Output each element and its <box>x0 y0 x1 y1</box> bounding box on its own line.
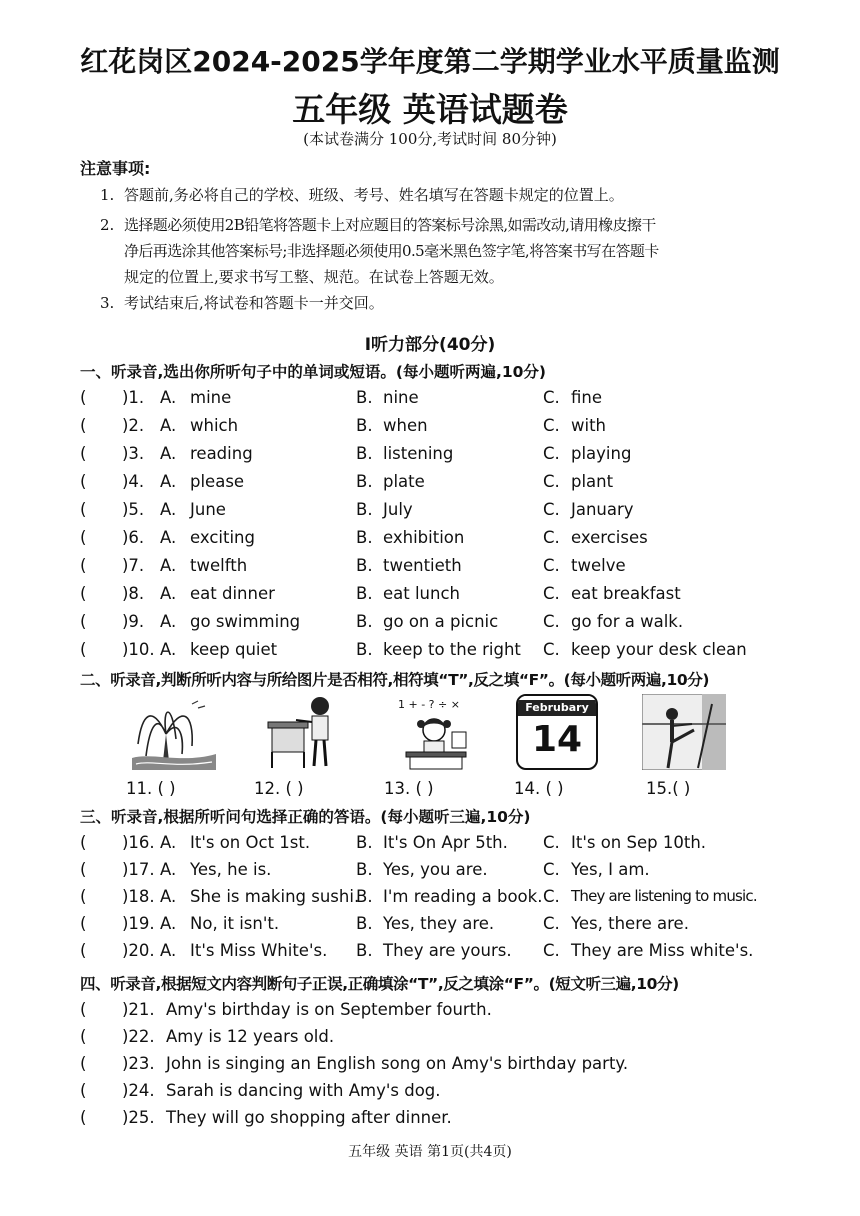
question-number: )9. <box>122 612 145 631</box>
option-b-label: B. <box>356 612 373 631</box>
option-b: They are yours. <box>383 941 512 960</box>
option-b: exhibition <box>383 528 465 547</box>
option-a-label: A. <box>160 472 177 491</box>
question-row <box>80 388 800 414</box>
option-c: It's on Sep 10th. <box>571 833 707 852</box>
question-row <box>80 640 800 666</box>
question-number: )19. <box>122 914 155 933</box>
answer-blank[interactable]: ( <box>80 416 87 435</box>
question-number: )20. <box>122 941 155 960</box>
page-footer: 五年级 英语 第1页(共4页) <box>348 1144 512 1160</box>
option-c-label: C. <box>543 640 560 659</box>
question-row <box>80 416 800 442</box>
question-row <box>80 941 800 967</box>
section1-heading: 一、听录音,选出你所听句子中的单词或短语。(每小题听两遍,10分) <box>80 363 547 381</box>
option-c-label: C. <box>543 528 560 547</box>
option-a: reading <box>190 444 253 463</box>
question-number: )24. <box>122 1081 155 1100</box>
question-number: )5. <box>122 500 145 519</box>
option-c-label: C. <box>543 388 560 407</box>
option-a-label: A. <box>160 860 177 879</box>
option-a-label: A. <box>160 584 177 603</box>
option-c: Yes, I am. <box>571 860 650 879</box>
option-a: eat dinner <box>190 584 275 603</box>
answer-blank[interactable]: ( <box>80 1081 87 1100</box>
option-c-label: C. <box>543 444 560 463</box>
calendar-day: 14 <box>531 719 583 760</box>
option-a: exciting <box>190 528 255 547</box>
answer-blank[interactable]: ( <box>80 1054 87 1073</box>
question-number: )4. <box>122 472 145 491</box>
option-a-label: A. <box>160 444 177 463</box>
option-c-label: C. <box>543 612 560 631</box>
option-b-label: B. <box>356 584 373 603</box>
girl-dancing-picture <box>642 694 726 770</box>
option-c-label: C. <box>543 472 560 491</box>
option-c: Yes, there are. <box>571 914 689 933</box>
question-number: )16. <box>122 833 155 852</box>
exam-title: 红花岗区2024-2025学年度第二学期学业水平质量监测 <box>80 45 780 78</box>
answer-blank[interactable]: ( <box>80 528 87 547</box>
question-row <box>80 528 800 554</box>
statement-text: Sarah is dancing with Amy's dog. <box>166 1081 441 1100</box>
option-b-label: B. <box>356 388 373 407</box>
question-number: )1. <box>122 388 145 407</box>
option-b-label: B. <box>356 500 373 519</box>
option-c: twelve <box>571 556 626 575</box>
question-number: )7. <box>122 556 145 575</box>
answer-blank[interactable]: ( <box>80 941 87 960</box>
option-a-label: A. <box>160 556 177 575</box>
question-number: )6. <box>122 528 145 547</box>
part-heading: Ⅰ听力部分(40分) <box>364 335 496 355</box>
option-c-label: C. <box>543 833 560 852</box>
option-c-label: C. <box>543 941 560 960</box>
answer-blank[interactable]: ( <box>80 556 87 575</box>
option-a: go swimming <box>190 612 301 631</box>
option-b: Yes, they are. <box>383 914 495 933</box>
note-2-line-3: 规定的位置上,要求书写工整、规范。在试卷上答题无效。 <box>124 268 504 286</box>
option-b: listening <box>383 444 454 463</box>
option-c-label: C. <box>543 500 560 519</box>
answer-blank[interactable]: ( <box>80 472 87 491</box>
answer-blank[interactable]: ( <box>80 1000 87 1019</box>
willow-river-picture <box>132 694 216 770</box>
question-row <box>80 612 800 638</box>
option-c-label: C. <box>543 887 560 906</box>
option-a: Yes, he is. <box>190 860 272 879</box>
option-b: July <box>383 500 413 519</box>
option-b-label: B. <box>356 444 373 463</box>
option-b: twentieth <box>383 556 462 575</box>
answer-blank[interactable]: ( <box>80 1108 87 1127</box>
statement-text: Amy's birthday is on September fourth. <box>166 1000 492 1019</box>
question-row <box>80 914 800 940</box>
question-row <box>80 556 800 582</box>
girl-doing-maths-picture <box>396 694 476 770</box>
question-number: )3. <box>122 444 145 463</box>
q15-answer[interactable]: 15.( ) <box>646 779 691 798</box>
answer-blank[interactable]: ( <box>80 887 87 906</box>
question-row <box>80 1054 800 1080</box>
section4-heading: 四、听录音,根据短文内容判断句子正误,正确填涂“T”,反之填涂“F”。(短文听三遍,10分) <box>80 975 679 993</box>
option-b-label: B. <box>356 472 373 491</box>
option-a: June <box>190 500 226 519</box>
option-a-label: A. <box>160 528 177 547</box>
question-row <box>80 472 800 498</box>
option-a: She is making sushi. <box>190 887 360 906</box>
section2-heading: 二、听录音,判断所听内容与所给图片是否相符,相符填“T”,反之填“F”。(每小题听两遍,10分) <box>80 671 710 689</box>
option-c-label: C. <box>543 860 560 879</box>
option-c-label: C. <box>543 416 560 435</box>
calendar-month: Februbary <box>518 700 596 716</box>
question-row <box>80 887 800 913</box>
statement-text: Amy is 12 years old. <box>166 1027 335 1046</box>
option-b: I'm reading a book. <box>383 887 543 906</box>
option-c-label: C. <box>543 584 560 603</box>
q11-answer[interactable]: 11. ( ) <box>126 779 176 798</box>
note-2-line-2: 净后再选涂其他答案标号;非选择题必须使用0.5毫米黑色签字笔,将答案书写在答题卡 <box>124 242 659 260</box>
option-c: exercises <box>571 528 648 547</box>
option-b: eat lunch <box>383 584 461 603</box>
q13-answer[interactable]: 13. ( ) <box>384 779 434 798</box>
question-number: )2. <box>122 416 145 435</box>
question-number: )8. <box>122 584 145 603</box>
question-number: )23. <box>122 1054 155 1073</box>
question-number: )25. <box>122 1108 155 1127</box>
exam-subtitle-grade: 五年级 英语试题卷 <box>292 90 568 129</box>
answer-blank[interactable]: ( <box>80 444 87 463</box>
option-a-label: A. <box>160 887 177 906</box>
option-a: No, it isn't. <box>190 914 280 933</box>
option-c: with <box>571 416 607 435</box>
option-a: It's Miss White's. <box>190 941 328 960</box>
option-b-label: B. <box>356 528 373 547</box>
statement-text: They will go shopping after dinner. <box>166 1108 452 1127</box>
option-c: go for a walk. <box>571 612 684 631</box>
question-row <box>80 860 800 886</box>
option-c: They are Miss white's. <box>571 941 754 960</box>
option-b: when <box>383 416 428 435</box>
q12-answer[interactable]: 12. ( ) <box>254 779 304 798</box>
note-1: 1. 答题前,务必将自己的学校、班级、考号、姓名填写在答题卡规定的位置上。 <box>100 186 624 204</box>
option-b: nine <box>383 388 419 407</box>
svg-text:1 + - ? ÷ ×: 1 + - ? ÷ × <box>398 698 460 711</box>
option-b-label: B. <box>356 941 373 960</box>
option-b-label: B. <box>356 556 373 575</box>
option-b-label: B. <box>356 640 373 659</box>
option-a: which <box>190 416 239 435</box>
question-row <box>80 833 800 859</box>
question-row <box>80 500 800 526</box>
answer-blank[interactable]: ( <box>80 860 87 879</box>
answer-blank[interactable]: ( <box>80 500 87 519</box>
option-c: They are listening to music. <box>571 887 757 905</box>
question-row <box>80 1081 800 1107</box>
answer-blank[interactable]: ( <box>80 640 87 659</box>
question-number: )21. <box>122 1000 155 1019</box>
calendar-picture <box>516 694 598 770</box>
option-c: January <box>571 500 634 519</box>
exam-info: (本试卷满分 100分,考试时间 80分钟) <box>303 130 557 148</box>
option-a-label: A. <box>160 612 177 631</box>
question-row <box>80 1000 800 1026</box>
notes-heading: 注意事项: <box>80 159 151 178</box>
question-number: )10. <box>122 640 155 659</box>
q14-answer[interactable]: 14. ( ) <box>514 779 564 798</box>
note-3: 3. 考试结束后,将试卷和答题卡一并交回。 <box>100 294 384 312</box>
option-a-label: A. <box>160 941 177 960</box>
option-c: eat breakfast <box>571 584 681 603</box>
section3-heading: 三、听录音,根据所听问句选择正确的答语。(每小题听三遍,10分) <box>80 808 531 826</box>
option-a: keep quiet <box>190 640 278 659</box>
option-a: It's on Oct 1st. <box>190 833 311 852</box>
option-b: Yes, you are. <box>383 860 488 879</box>
option-c-label: C. <box>543 914 560 933</box>
option-b: keep to the right <box>383 640 521 659</box>
option-b: plate <box>383 472 425 491</box>
question-row <box>80 584 800 610</box>
option-c: keep your desk clean <box>571 640 747 659</box>
option-b-label: B. <box>356 860 373 879</box>
option-a-label: A. <box>160 833 177 852</box>
answer-blank[interactable]: ( <box>80 914 87 933</box>
note-2: 2. 选择题必须使用2B铅笔将答题卡上对应题目的答案标号涂黑,如需改动,请用橡皮擦干 <box>100 216 656 234</box>
option-a-label: A. <box>160 500 177 519</box>
option-a-label: A. <box>160 416 177 435</box>
answer-blank[interactable]: ( <box>80 612 87 631</box>
option-a-label: A. <box>160 640 177 659</box>
option-b-label: B. <box>356 833 373 852</box>
option-c: fine <box>571 388 603 407</box>
question-row <box>80 444 800 470</box>
option-a: twelfth <box>190 556 248 575</box>
option-c: plant <box>571 472 614 491</box>
option-b-label: B. <box>356 914 373 933</box>
option-a-label: A. <box>160 388 177 407</box>
answer-blank[interactable]: ( <box>80 1027 87 1046</box>
option-c-label: C. <box>543 556 560 575</box>
question-number: )17. <box>122 860 155 879</box>
boy-cleaning-desk-picture <box>266 694 338 770</box>
question-row <box>80 1027 800 1053</box>
question-number: )22. <box>122 1027 155 1046</box>
question-row <box>80 1108 800 1134</box>
option-c: playing <box>571 444 632 463</box>
statement-text: John is singing an English song on Amy's birthday party. <box>166 1054 629 1073</box>
option-a: mine <box>190 388 232 407</box>
option-b-label: B. <box>356 887 373 906</box>
option-b-label: B. <box>356 416 373 435</box>
answer-blank[interactable]: ( <box>80 584 87 603</box>
option-a-label: A. <box>160 914 177 933</box>
option-a: please <box>190 472 245 491</box>
answer-blank[interactable]: ( <box>80 388 87 407</box>
option-b: go on a picnic <box>383 612 499 631</box>
answer-blank[interactable]: ( <box>80 833 87 852</box>
question-number: )18. <box>122 887 155 906</box>
option-b: It's On Apr 5th. <box>383 833 508 852</box>
